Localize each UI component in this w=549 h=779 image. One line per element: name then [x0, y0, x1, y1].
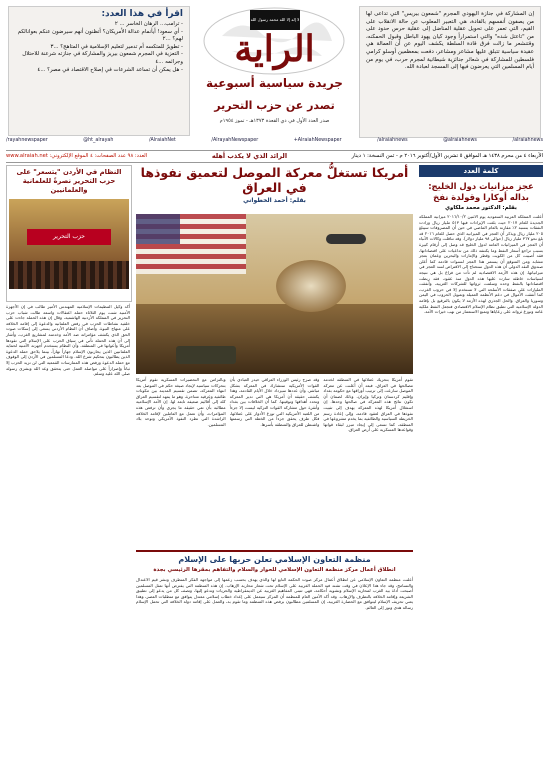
- editorial-body: أعلنت المملكة العربية السعودية يوم الاثنين ٢٠١٦/١٠/٢ ميزانية المملكة الجديدة للعام ٢٠١٧ حيث بلغت الإيرادات فيها ٥١٣ مليار ريال وزادت النفقات بنسبة ٢٪ مقارنة بالعام الماضي في حين أن المصروفات سيبلغ ٢٠٥ مليار ريال ويذكر أن العجز في الميزانية الذي حصل للعام ٢٠١٦ قد بلغ نحو ٣٦٧ مليار ريال (حوالي ٩٨ مليار دولار). وقد تناقلت وكالات الأنباء أن العجز في الميزانيات العامة لدول الخليج قد وصل إلى أرقام كبيرة بسبب تراجع أسعار النفط وما يكتنفه ذلك من تداعيات على اقتصاداتها، فقد أصيبت كل من الكويت وقطر والإمارات والبحرين وعمان بعجز مشابه ومن المتوقع أن يستمر هذا العجز لسنوات قادمة كما أعلن صندوق النقد الدولي أن هذه الدول ستحتاج إلى الاقتراض لسد العجز في ميزانياتها. إن هذه الأزمة الاقتصادية لم تأت من فراغ بل هي نتيجة لسياسات خاطئة سارت عليها هذه الدول منذ عقود، فقد ربطت اقتصاداتها بالنفط وحده وسلمت ثرواتها للشركات الغربية، وأنفقت المليارات على صفقات الأسلحة التي لا تستخدم إلا في حروب الغرب، كما أنفقت الأموال في دعم الأنظمة العميلة وتمويل الحروب في اليمن وسوريا والعراق. والحل الجذري لهذه الأزمة لا يكون بالترقيع بل بإقامة الدولة الإسلامية التي تطبق نظام الإسلام الاقتصادي فتجعل النفط ملكية عامة وتوزع ثرواته على رعاياها وتمنع الاستعمار من نهب خيرات الأمة.: [417, 214, 543, 315]
- editorial-byline: بقلم: الدكتور محمد ملكاوي: [445, 205, 517, 211]
- jordan-article-column: [6, 304, 130, 774]
- social-links: [6, 138, 543, 148]
- in-this-issue-title: اقرأ في هذا العدد:: [101, 9, 183, 19]
- facebook-link[interactable]: /rayahnewspaper: [6, 138, 48, 143]
- tank-graphic: [176, 346, 236, 364]
- slogan: الرائد الذي لا يكذب أهله: [211, 152, 288, 160]
- quote-box: [359, 6, 541, 138]
- twitter-link-2[interactable]: @alraiahnews: [443, 138, 477, 143]
- mosul-battle-photo: [136, 214, 413, 374]
- twitter-link[interactable]: @ht_alrayah: [83, 138, 114, 143]
- in-this-issue-item[interactable]: - ترامب... الرهان الخاسر ... ٢: [114, 21, 183, 27]
- editorial-label: كلمة العدد: [419, 165, 543, 177]
- oic-title[interactable]: منظمة التعاون الإسلامي تعلن حربها على الإسلام: [178, 555, 371, 564]
- editorial-title[interactable]: عجز ميزانيات دول الخليج: بداله أوكارا وقولدة نفخ: [428, 181, 534, 202]
- newspaper-subtitle: جريدة سياسية أسبوعية: [206, 76, 343, 90]
- in-this-issue-item[interactable]: - تطويرُ للمتكسه أم تدمير لتعليم الإسلامية في المتاهج؟ ...٣: [50, 43, 183, 50]
- protest-banner: حزب التحرير: [27, 229, 111, 245]
- logo-block: [192, 6, 357, 136]
- smoke-graphic: [276, 260, 346, 312]
- jordan-article-box: [6, 165, 132, 302]
- youtube-link[interactable]: /AlrayahNewspaper: [211, 138, 259, 143]
- newspaper-logo[interactable]: الراية: [234, 28, 315, 70]
- editorial-column: [419, 165, 543, 775]
- in-this-issue-item[interactable]: - التعزية في المجرم شمعون بيريز والمشاركة في جنازته شرعنة للاحتلال وجرائمه ...٤: [22, 51, 183, 65]
- oic-article: [136, 550, 413, 777]
- in-this-issue-box: [8, 6, 190, 136]
- main-headline-block: [136, 165, 413, 213]
- protest-photo: [9, 199, 129, 289]
- main-body-col1: تقوم أمريكا بتحريك عملائها في المنطقة لخدمة مصالحها في العراق، فبعد أن أعلنت عن معركة الموصل سارعت إلى ترتيب أوراقها مع حكومة بغداد وإقليم كردستان وتركيا وإيران، وذلك لضمان أن تكون نتائج هذه المعركة في صالحها وحدها. إن استغلال أمريكا لهذه المعركة يهدف إلى تثبيت نفوذها في العراق لعقود قادمة، وإلى إعادة رسم الخريطة السياسية والطائفية بما يخدم مشروعها في المنطقة، كما تسعى إلى إيجاد مبرر لبقاء قواتها وقواعدها العسكرية على أرض العراق.: [323, 377, 413, 433]
- jordan-body: أكد وكيل التنظيمات الإسلامية المهندس الأمير طالب في إن الأجهزة الأمنية شنت يوم الثلاثاء حملة اعتقالات واسعة طالت شباب حزب التحرير في المملكة الأردنية الهاشمية، وقال إن هذه الحملة جاءت على خلفية نشاطات الحزب في رفض العلمانية والدعوة إلى إقامة الخلافة على منهاج النبوة. وأضاف أن النظام الأردني يسعى إلى إسكات صوت الحق الذي يكشف مؤامراته ضد الأمة وخدمته لمشاريع الغرب، وأشار إلى أن هذه الحملة تأتي في سياق الحرب على الإسلام التي تقودها أمريكا وأعوانها في المنطقة، وأن النظام يستخدم أجهزته الأمنية لحماية العلمانيين الذين يحاربون الإسلام جهاراً نهاراً، بينما يلاحق حملة الدعوة الذين يطالبون بتحكيم شرع الله. ودعا المسلمين في الأردن إلى الوقوف مع حملة الدعوة ورفض هذه الممارسات القمعية التي لن تزيد الحزب إلا ثباتاً وإصراراً على مواصلة العمل حتى يتحقق وعد الله وبشرى رسوله صلى الله عليه وسلم.: [4, 304, 130, 377]
- main-article-body: [136, 377, 413, 547]
- info-bar: [6, 150, 543, 163]
- issuer-line: تصدر عن حزب التحرير: [214, 99, 335, 112]
- jordan-title[interactable]: النظام في الأردن "يتسعر" على حزب التحرير نصرةً للعلمانية والعلمانيين: [16, 168, 122, 194]
- main-body-col2: وقد صرح رئيس الوزراء العراقي حيدر العبادي بأن القوات الأمريكية ستشارك في المعركة بشكل مباشر، وأن عددها سيزداد خلال الأيام القادمة، وهذا يكشف حقيقة أن أمريكا هي التي تدير المعركة وتحدد أهدافها وتوقيتها. كما أن الخلافات بين بغداد وأنقرة حول مشاركة القوات التركية ليست إلا جزءاً من اللعبة الأمريكية التي توزع الأدوار على عملائها، فكل طرف يحقق جزءاً من الخطة التي رسمتها واشنطن للعراق والمنطقة بأسرها.: [229, 377, 320, 427]
- oic-lead: انطلاق أعمال مركز منظمة التعاون الإسلامي للحوار والسلام والتفاهم بمقرها الرئيسي بجدة: [153, 567, 396, 573]
- googleplus-link[interactable]: +AlraiahNewspaper: [293, 138, 342, 143]
- facebook-link-2[interactable]: /alraiahnews: [377, 138, 408, 143]
- masthead: [0, 0, 549, 150]
- oic-body: أعلنت منظمة التعاون الإسلامي عن انطلاق أعمال مركز صوت الحكمة التابع لها والذي يهدف بحسب زعمها إلى مواجهة الفكر المتطرف ونشر قيم الاعتدال والتسامح، وقد جاء هذا الإعلان في وقت تشتد فيه الحملة الغربية على الإسلام تحت شعار محاربة الإرهاب. إن هذه المنظمة التي يفترض أنها تمثل المسلمين أصبحت أداة بيد الغرب لمحاربة الإسلام وتشويه أحكامه، فهي تتبنى المفاهيم الغربية عن الديمقراطية والحريات وتدعو إليها، وتصف كل من يدعو إلى تطبيق الشريعة وإقامة الخلافة بالتطرف والإرهاب. وقد أكد الأمين العام للمنظمة أن المركز سيعمل على إعداد خطاب إسلامي معتدل يتوافق مع متطلبات العصر، وهذا يعني تحريف الإسلام ليتوافق مع الحضارة الغربية، إن المسلمين مطالبون برفض هذه المنظمة وما تقوم به، والعمل على إقامة دولة الخلافة التي تحمل الإسلام رسالة هدى ونور إلى العالم.: [134, 577, 413, 610]
- quote-text: إن المشاركة في جنازة اليهودي المجرم "شمعون بيريس" التي تداعى لها من يصفون أنفسهم بالقادة، هي التعبير المعلوب عن حالة الانقلاب على القيم، التي تعمر على تحويل عقلية المناضل إلى عقلية حرس حدود على من "تاعتل شده" والتي استمراراً وجود كيان يهود الباطل وقبول الحمكنه، وقتنشعر ما زالت فرق قادة السلطة يكشف اليوم عن أن العمالة هي عقيدة سياسية تتبلق عليها مشاعر ومشاعر، دفعت بمعظمين أوسلو كرامي فلسطين للمشاركة في شعائر جنائزية شيطانية لمجرم حرب، في يوم من أيام المسلمين التي يعرضون فيها إلى المسجد لعبادة الله.: [366, 11, 534, 71]
- helicopter-graphic: [326, 234, 366, 244]
- main-body-col3: وبالتزامن مع التحضيرات العسكرية تقوم أمريكا بتحركات سياسية لإيجاد صيغة حكم في الموصل بعد انتهاء المعركة، تضمن تقسيم المدينة بين مكونات طائفية وعرقية متناحرة، وهو ما يمهد لتقسيم العراق كله إلى أقاليم ضعيفة تابعة لها. إن الأمة الإسلامية مطالبة بأن تعي حقيقة ما يجري وأن ترفض هذه المؤامرات، وأن تعمل مع العاملين لإقامة الخلافة الراشدة التي تطرد النفوذ الأمريكي وتوحد بلاد المسلمين.: [135, 377, 226, 427]
- issue-date: الأربعاء ٤ من محرم ١٤٣٨ هـ الموافق ٥ تشرين الأول/أكتوبر ٢٠١٦ م - ثمن النسخة: ١ دينار: [351, 153, 543, 159]
- site-link[interactable]: /AlraiahNet: [148, 138, 176, 143]
- in-this-issue-item[interactable]: - أي سعود! أيأنمام عدالة الأمريكان؟ أتظنون أنهم سيرضون عنكم بعوانالكم لهم؟ ...٢: [17, 28, 183, 43]
- in-this-issue-item[interactable]: - هل يمكن أن تساعد الشرعات في إصلاح الاقتصاد في مصر؟ ...٤: [37, 66, 183, 73]
- in-this-issue-list: [15, 21, 183, 74]
- crowd-graphic: [9, 261, 129, 289]
- main-author: بقلم: أحمد الخطواني: [243, 197, 306, 204]
- youtube-link-2[interactable]: /alraiahnews: [512, 138, 543, 143]
- main-headline[interactable]: أمريكا تستغلُّ معركة الموصل لتعميق نفوذها في العراق: [140, 165, 409, 195]
- issue-number: العدد: ٩٨ عدد الصفحات: ٤ الموقع الإلكتروني: www.alraiah.net: [6, 153, 148, 159]
- black-banner-flag: لا إله إلا الله محمد رسول الله: [250, 10, 300, 30]
- founded-line: صدر العدد الأول في ذي القعدة ١٣٧٣هـ - تموز ١٩٥٤م: [219, 118, 330, 124]
